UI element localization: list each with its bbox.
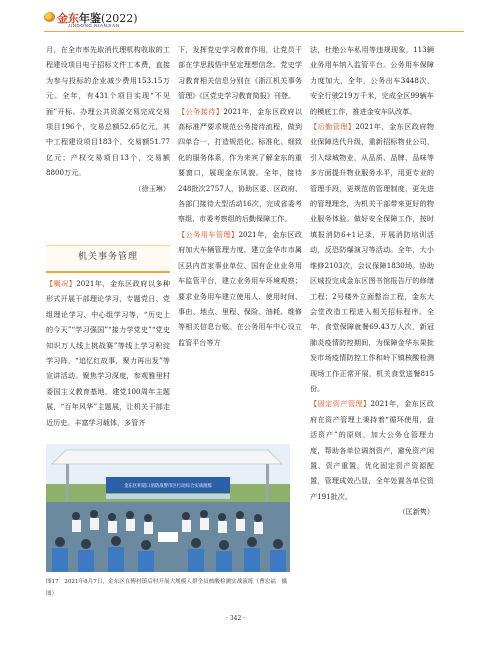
section-title: 机关事务管理 <box>46 245 170 273</box>
column-1-lower <box>46 276 170 430</box>
column-2 <box>178 42 302 350</box>
col3-paragraph-3: 2021年，金东区政府在资产管理上秉持着“循环使用，盘活资产”的原则，加大公务仓管理力度，帮助各单位调剂资产，避免资产闲置、资产重置，优化固定资产资源配置，管理成效凸显，全年处置各单位资产191批次。 <box>310 399 435 501</box>
yearbook-logo-icon <box>44 12 55 22</box>
page-number: · 342 · <box>226 615 246 622</box>
photo-caption: 图17 2021年8月7日，金东区在傅村镇后村开展大规模人群全员核酸检测实战演练（曹宏福 摄图） <box>46 579 288 597</box>
col1-paragraph-1: 月，在全市率先取消代理机构收取的工程建设项目电子招标文件工本费，直接为参与投标的企业减少费用153.15万元。全年，有431个项目实现“不见面”开标。办理公共资源交易完成交易项目196个，交易总额52.65亿元，其中工程建设项目183个，交易额51.77亿元；产权交易项目13个，交易额8800万元。 <box>46 45 170 178</box>
column-1 <box>46 42 170 196</box>
yearbook-label: 年鉴 <box>79 12 101 25</box>
col2-paragraph-1: 下，发挥党史学习教育作用，让党员干部在学思践悟中坚定理想信念。党史学习教育相关信息分别在《浙江机关事务管理》《区党史学习教育简报》刊登。 <box>178 45 302 101</box>
col1-paragraph-2: 2021年，金东区政府以多种形式开展干部理论学习，专题党日、党组理论学习、中心组学习等，“历史上的今天”“学习强国”“接力学党史”“党史知识万人线上挑战赛”等线上学习积淀学习阵，“追忆红故事，聚力再出发”等宣讲活动。聚焦学习深度，参观雅里村委国主义教育基地，建党100周年主题展，“百年风华”主题展，让机关干部走近历史。丰富学习载体，多管齐 <box>46 279 171 427</box>
photo-banner-text: 金东区积道口消防战警市区行动综合实战演练 <box>124 484 212 489</box>
page-header <box>44 12 464 32</box>
event-photo <box>46 444 290 572</box>
col2-tag-reception: 【公务接待】 <box>178 106 224 116</box>
col2-paragraph-3: 2021年，金东区政府加大车辆管理力度，建立金华市市属区县内首家事业单位、国有企业业务用车监管平台，建立业务用车环境观察；要求业务用车建立使用人、使用时间、事由、地点、里程、保险、油耗、维修等相关信息台账。在公务用车中心设立监管平台等方 <box>178 229 303 347</box>
col1-tag-overview: 【概况】 <box>46 279 77 288</box>
col3-paragraph-2: 2021年，金东区政府物业保障迭代升级，重新招标物业公司，引入绿城物业，从品质、品牌、品味等多方面提升物业服务水平，用更专业的管理手段，更规范的管理制度，更先进的管理理念，为机关干部带来更好的物业服务体验。做好安全保障工作，按时填报消防6+1记录，开展消防培训活动，反恐防爆演习等活动。全年，大小维修2103次，会议保障1830场。协助区城投完成金东区图书馆报告厅的修缮工程；2号楼外立面整治工程，金东大会堂改造工程进入相关招标程序。全年，食堂保障就餐69.43万人次，新冠肺炎疫情防控期间，为保障金华东果批发市场疫情防控工作和岭下镇核酸检测现场工作正常开展，机关食堂送餐815份。 <box>310 122 434 393</box>
col3-tag-logistics: 【后勤管理】 <box>310 122 356 132</box>
header-divider <box>44 31 464 32</box>
col3-tag-assets: 【固定资产管理】 <box>310 399 371 409</box>
yearbook-brand: 金东 <box>57 12 79 25</box>
column-3 <box>310 42 434 520</box>
yearbook-year: (2022) <box>101 12 138 25</box>
col2-tag-vehicle: 【公务用车管理】 <box>178 229 239 239</box>
yearbook-pinyin: JINDONG NIANJIAN <box>68 23 120 28</box>
col2-paragraph-2: 2021年，金东区政府以高标准严要求规范公务接待流程，做到四单合一，打造规范化、标准化、细致化的服务体系，作为来宾了解金东的重要窗口，展现金东风貌。全年，接待248批次2757人，协助区委、区政府、各部门接待大型活动16次，完成省委考察组、市委考察组的后勤保障工作。 <box>178 106 302 224</box>
col1-signature: （徐玉琳） <box>134 183 170 193</box>
col3-signature: （匡新隽） <box>398 507 434 517</box>
col3-paragraph-1: 法，杜绝公车私用等违规现象，113辆业务用车纳入监管平台。公务用车保障力度加大，全年，公务出车3448次，安全行驶219万千米，完成全区99辆车的模底工作，推进金安车队改革。 <box>310 45 434 116</box>
